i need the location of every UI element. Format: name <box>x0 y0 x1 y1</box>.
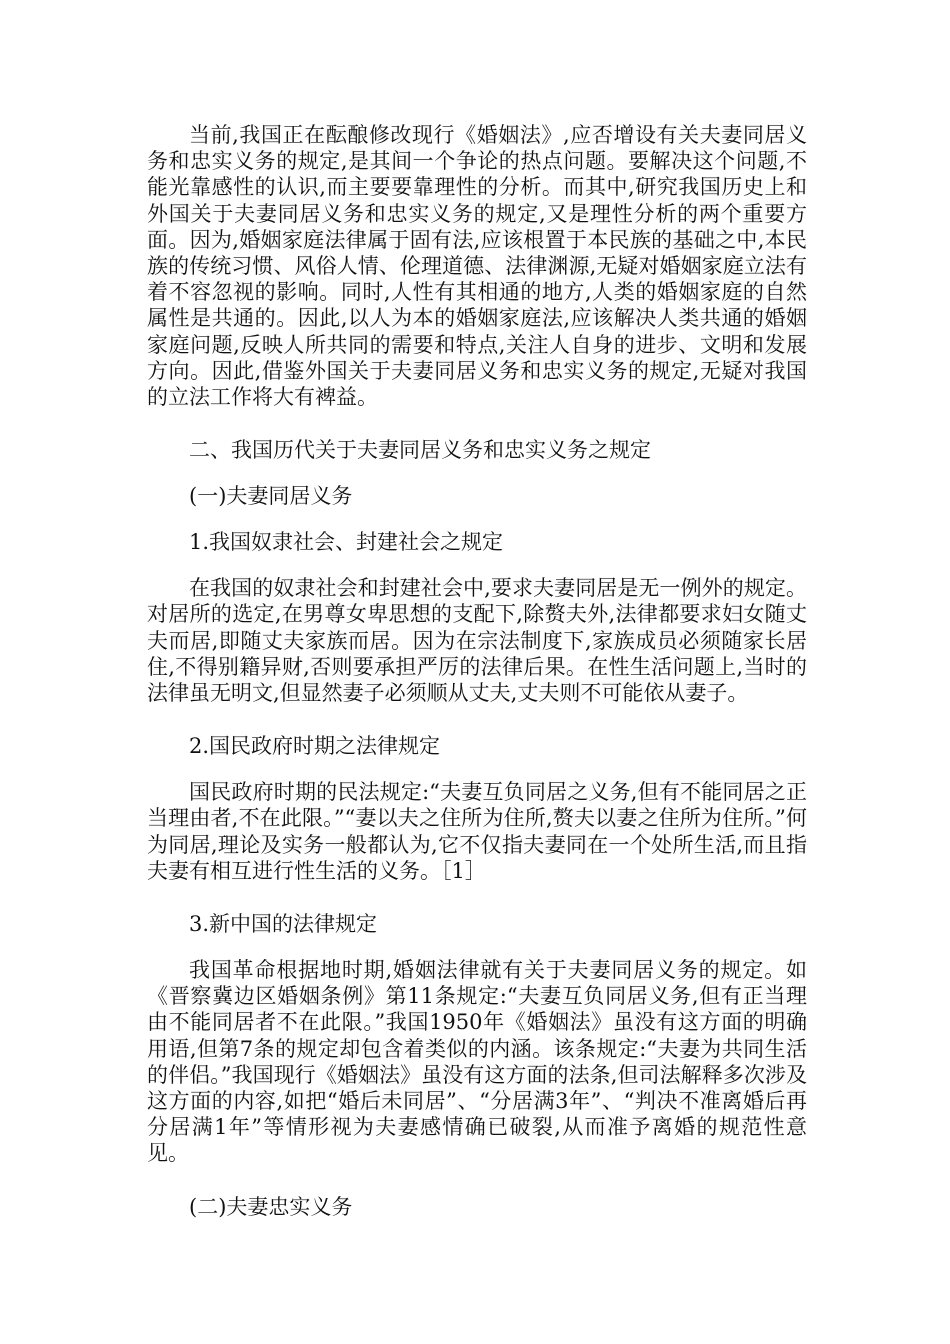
item-heading-3: 3.新中国的法律规定 <box>189 912 378 937</box>
item-heading-2: 2.国民政府时期之法律规定 <box>189 734 441 759</box>
paragraph-intro: 当前,我国正在酝酿修改现行《婚姻法》,应否增设有关夫妻同居义务和忠实义务的规定,是其间一个争论的热点问题。要解决这个问题,不能光靠感性的认识,而主要要靠理性的分析。而其中,研究我国历史上和外国关于夫妻同居义务和忠实义务的规定,又是理性分析的两个重要方面。因为,婚姻家庭法律属于固有法,应该根置于本民族的基础之中,本民族的传统习惯、风俗人情、伦理道德、法律渊源,无疑对婚姻家庭立法有着不容忽视的影响。同时,人性有其相通的地方,人类的婚姻家庭的自然属性是共通的。因此,以人为本的婚姻家庭法,应该解决人类共通的婚姻家庭问题,反映人所共同的需要和特点,关注人自身的进步、文明和发展方向。因此,借鉴外国关于夫妻同居义务和忠实义务的规定,无疑对我国的立法工作将大有裨益。 <box>147 123 807 410</box>
paragraph-new-china: 我国革命根据地时期,婚姻法律就有关于夫妻同居义务的规定。如《晋察冀边区婚姻条例》第11条规定:“夫妻互负同居义务,但有正当理由不能同居者不在此限。”我国1950年《婚姻法》虽没有这方面的明确用语,但第7条的规定却包含着类似的内涵。该条规定:“夫妻为共同生活的伴侣。”我国现行《婚姻法》虽没有这方面的法条,但司法解释多次涉及这方面的内容,如把“婚后未同居”、“分居满3年”、“判决不准离婚后再分居满1年”等情形视为夫妻感情确已破裂,从而准予离婚的规范性意见。 <box>147 958 807 1166</box>
subsection-heading-cohabitation: (一)夫妻同居义务 <box>189 484 353 509</box>
item-heading-1: 1.我国奴隶社会、封建社会之规定 <box>189 530 504 555</box>
subsection-heading-fidelity: (二)夫妻忠实义务 <box>189 1194 353 1219</box>
paragraph-feudal: 在我国的奴隶社会和封建社会中,要求夫妻同居是无一例外的规定。对居所的选定,在男尊女卑思想的支配下,除赘夫外,法律都要求妇女随丈夫而居,即随丈夫家族而居。因为在宗法制度下,家族成员必须随家长居住,不得别籍异财,否则要承担严厉的法律后果。在性生活问题上,当时的法律虽无明文,但显然妻子必须顺从丈夫,丈夫则不可能依从妻子。 <box>147 576 807 706</box>
document-page <box>147 122 807 1240</box>
paragraph-nationalist: 国民政府时期的民法规定:“夫妻互负同居之义务,但有不能同居之正当理由者,不在此限。”“妻以夫之住所为住所,赘夫以妻之住所为住所。”何为同居,理论及实务一般都认为,它不仅指夫妻同在一个处所生活,而且指夫妻有相互进行性生活的义务。［1］ <box>147 780 807 883</box>
section-heading-2: 二、我国历代关于夫妻同居义务和忠实义务之规定 <box>189 438 651 463</box>
